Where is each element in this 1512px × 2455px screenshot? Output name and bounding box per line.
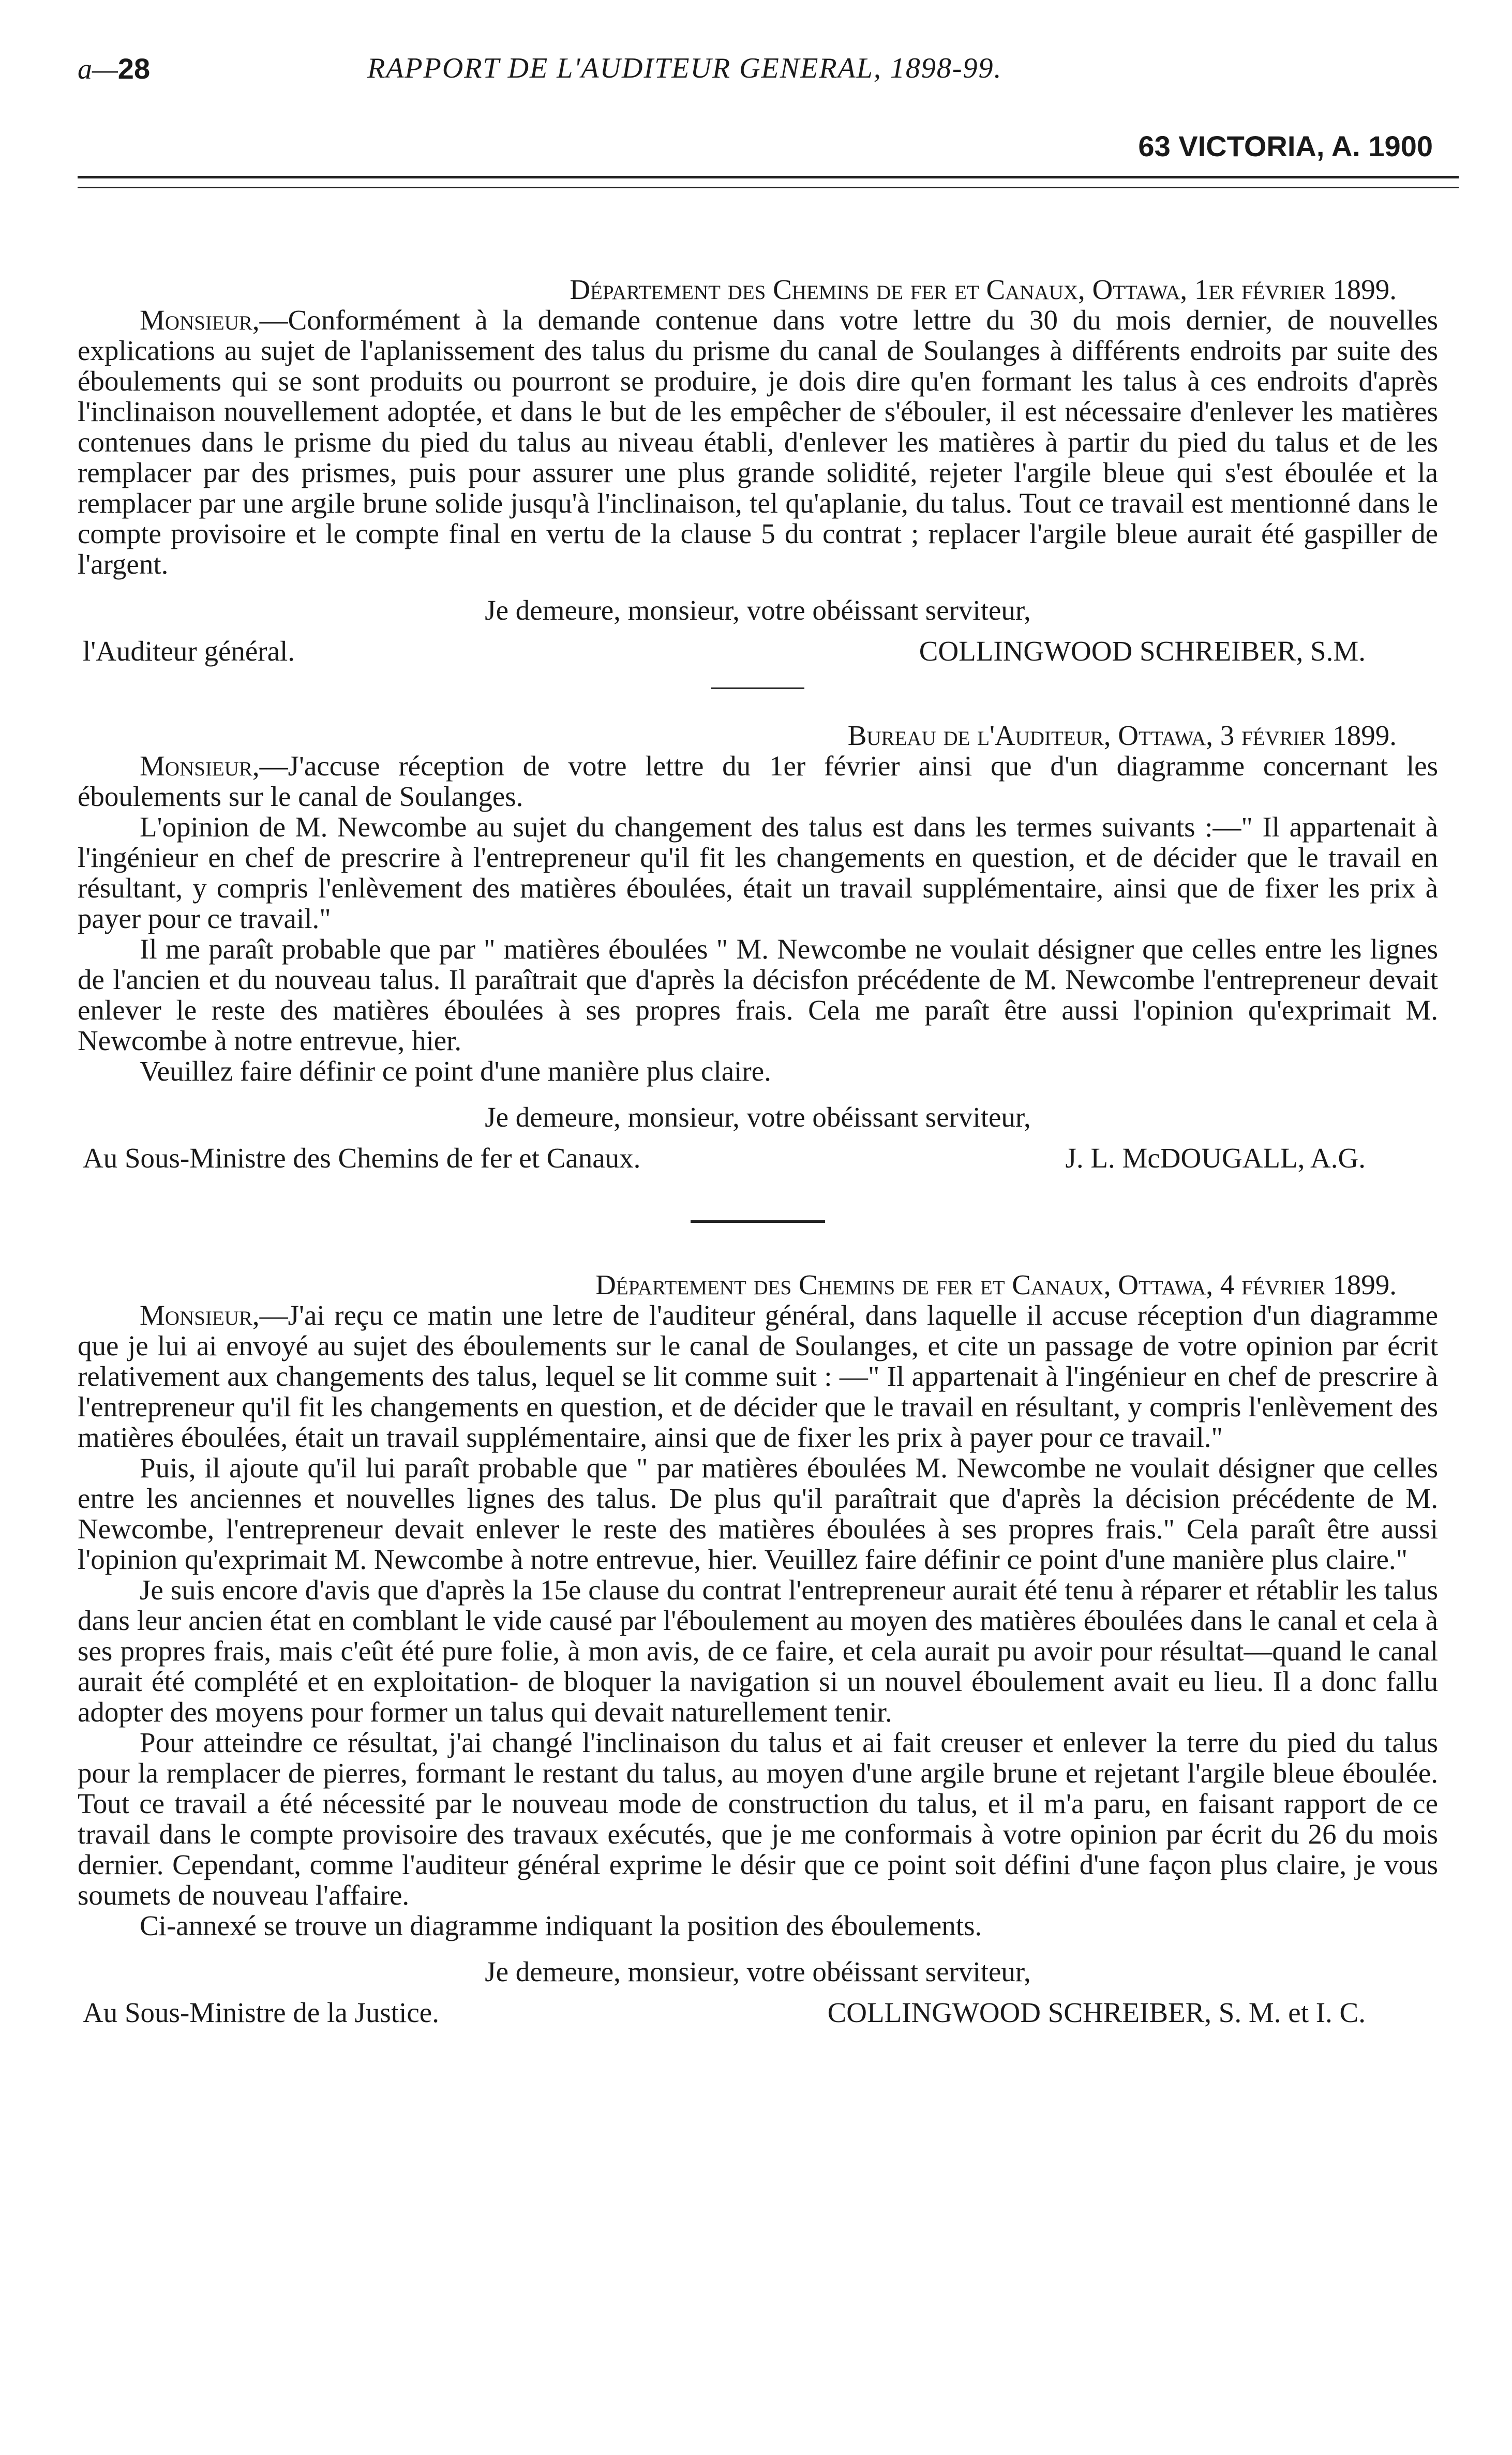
paragraph: Ci-annexé se trouve un diagramme indiquant la position des éboulements. [140, 1910, 982, 1941]
paragraph: Il me paraît probable que par " matières éboulées " M. Newcombe ne voulait désigner que celles entre les lignes de l'ancien et du nouveau talus. Il paraîtrait que d'après la décisfon précédente de M. Newcombe l'entrepreneur devait enlever le reste des matières éboulées à ses propres frais. Cela me paraît être aussi l'opinion qu'exprimait M. Newcombe à notre entrevue, hier. [78, 933, 1438, 1056]
header-rule [78, 176, 1459, 188]
salutation: Monsieur, [140, 750, 260, 782]
dateline: Département des Chemins de fer et Canaux, Ottawa, 1er février 1899. [570, 274, 1397, 305]
paragraph [78, 1300, 1438, 1453]
addressee: Au Sous-Ministre des Chemins de fer et Canaux. [83, 1142, 641, 1174]
paragraph: L'opinion de M. Newcombe au sujet du changement des talus est dans les termes suivants :—" Il appartenait à l'ingénieur en chef de prescrire à l'entrepreneur qu'il fit les changements en question, et de décider que le travail en résultant, y compris l'enlèvement des matières éboulées, était un travail supplémentaire, ainsi que de fixer les prix à payer pour ce travail." [78, 811, 1438, 934]
dateline: Bureau de l'Auditeur, Ottawa, 3 février 1899. [847, 720, 1397, 751]
session-label: 63 VICTORIA, A. 1900 [1138, 130, 1433, 162]
signature: COLLINGWOOD SCHREIBER, S.M. [919, 635, 1366, 667]
page-header [78, 52, 1438, 162]
page-number-value: 28 [117, 52, 151, 85]
paragraph: Puis, il ajoute qu'il lui paraît probable que " par matières éboulées M. Newcombe ne voulait désigner que celles entre les anciennes et nouvelles lignes des talus. De plus qu'il paraîtrait que d'après la décision précédente de M. Newcombe, l'entrepreneur devait enlever le reste des matières éboulées à ses propres frais." Cela paraît être aussi l'opinion qu'exprimait M. Newcombe à notre entrevue, hier. Veuillez faire définir ce point d'une manière plus claire." [78, 1452, 1438, 1575]
dateline: Département des Chemins de fer et Canaux, Ottawa, 4 février 1899. [595, 1269, 1397, 1300]
paragraph: Je suis encore d'avis que d'après la 15e clause du contrat l'entrepreneur aurait été tenu à réparer et rétablir les talus dans leur ancien état en comblant le vide causé par l'éboulement au moyen des matières éboulées dans le canal et cela à ses propres frais, mais c'eût été pure folie, à mon avis, de ce faire, et cela aurait pu avoir pour résultat—quand le canal aurait été complété et en exploitation- de bloquer la navigation si un nouvel éboulement avait eu lieu. Il a donc fallu adopter des moyens pour former un talus qui devait naturellement tenir. [78, 1574, 1438, 1728]
letter-3 [78, 1269, 1438, 2028]
paragraph-text: —J'accuse réception de votre lettre du 1er février ainsi que d'un diagramme concernant les éboulements sur le canal de Soulanges. [78, 750, 1438, 812]
signature-block [78, 1997, 1438, 2028]
signature-block [78, 1143, 1438, 1174]
paragraph: Pour atteindre ce résultat, j'ai changé l'inclinaison du talus et ai fait creuser et enlever la terre du pied du talus pour la remplacer de pierres, formant le restant du talus, au moyen d'une argile brune et rejetant l'argile bleue éboulée. Tout ce travail a été nécessité par le nouveau mode de construction du talus, et il m'a paru, en faisant rapport de ce travail dans le compte provisoire des travaux exécutés, que je me conformais à votre opinion par écrit du 26 du mois dernier. Cependant, comme l'auditeur général exprime le désir que ce point soit défini d'une façon plus claire, je vous soumets de nouveau l'affaire. [78, 1727, 1438, 1911]
paragraph-text: —J'ai reçu ce matin une letre de l'auditeur général, dans laquelle il accuse réception d'un diagramme que je lui ai envoyé au sujet des éboulements sur le canal de Soulanges, et cite un passage de votre opinion par écrit relativement aux changements des talus, lequel se lit comme suit : —" Il appartenait à l'ingénieur en chef de prescrire à l'entrepreneur qu'il fit les changements en question, et de décider que le travail en résultant, y compris l'enlèvement des matières éboulées, était un travail supplémentaire, ainsi que de fixer les prix à payer pour ce travail." [78, 1299, 1438, 1453]
paragraph-text: —Conformément à la demande contenue dans votre lettre du 30 du mois dernier, de nouvelles explications au sujet de l'aplanissement des talus du prisme du canal de Soulanges à différents endroits par suite des éboulements qui se sont produits ou pourront se produire, je dois dire qu'en formant les talus à ces endroits d'après l'inclinaison nouvellement adoptée, et dans le but de les empêcher de s'ébouler, il est nécessaire d'enlever les matières contenues dans le prisme du pied du talus au niveau établi, d'enlever les matières à partir du pied du talus et de les remplacer par des prismes, puis pour assurer une plus grande solidité, rejeter l'argile bleue qui s'est éboulée et la remplacer par une argile brune solide jusqu'à l'inclinaison, tel qu'aplanie, du talus. Tout ce travail est mentionné dans le compte provisoire et le compte final en vertu de la clause 5 du contrat ; replacer l'argile bleue aurait été gaspiller de l'argent. [78, 304, 1438, 580]
addressee: l'Auditeur général. [83, 635, 295, 667]
page-prefix: a— [78, 53, 118, 85]
closing-line: Je demeure, monsieur, votre obéissant serviteur, [485, 1101, 1031, 1133]
page-number [78, 52, 150, 86]
paragraph [78, 751, 1438, 812]
letter-1 [78, 274, 1438, 667]
paragraph: Veuillez faire définir ce point d'une manière plus claire. [140, 1055, 771, 1087]
letter-2 [78, 720, 1438, 1174]
signature: J. L. McDOUGALL, A.G. [1065, 1142, 1366, 1174]
closing-line: Je demeure, monsieur, votre obéissant serviteur, [485, 1956, 1031, 1987]
paragraph [78, 305, 1438, 579]
salutation: Monsieur, [140, 304, 260, 336]
separator-rule [691, 1220, 825, 1223]
closing-line: Je demeure, monsieur, votre obéissant serviteur, [485, 594, 1031, 626]
signature: COLLINGWOOD SCHREIBER, S. M. et I. C. [827, 1997, 1366, 2028]
signature-block [78, 636, 1438, 667]
addressee: Au Sous-Ministre de la Justice. [83, 1997, 439, 2028]
separator-rule [711, 687, 804, 689]
document-body [78, 274, 1438, 2028]
page [78, 52, 1438, 2028]
salutation: Monsieur, [140, 1299, 260, 1331]
running-title: RAPPORT DE L'AUDITEUR GENERAL, 1898-99. [367, 52, 1002, 84]
